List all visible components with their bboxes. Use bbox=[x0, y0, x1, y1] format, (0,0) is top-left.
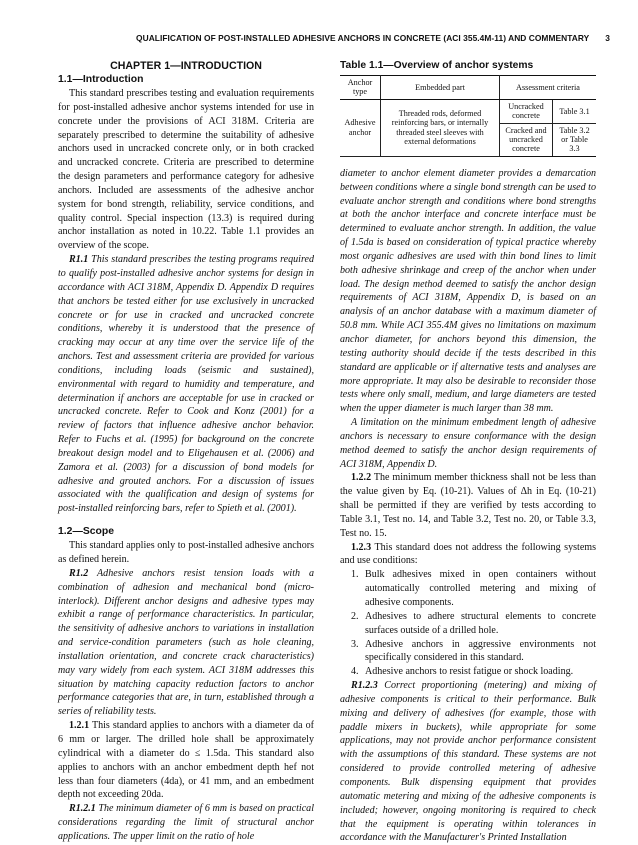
list-item bbox=[340, 568, 596, 610]
commentary-r1-2-text: Adhesive anchors resist tension loads with a combination of adhesion and mechanical bond (micro-interlock). Different anchor designs and adhesive types may exhibit a range of performance characteristics. In particular, the sensitivity of adhesive anchors to variations in installation and service-condition parameters (such as hole cleaning, installation orientation, and concrete crack characteristics) may vary widely from each system. ACI 318M addresses this situation by matching capacity reduction factors to anchor performance categories that are, in turn, established through a series of reliability tests. bbox=[58, 567, 314, 718]
table-cell-condition: Cracked and uncracked concrete bbox=[500, 123, 553, 156]
commentary-r1-2-3-text: Correct proportioning (metering) and mixing of adhesive components is critical to their performance. Bulk mixing and delivery of adhesives (for example, those with paddle mixers in buckets), while appropriate for some applications, may not provide anchor performance consistent with the assumptions of this standard. These systems are not considered to provide controlled metering of adhesive components. Bulk dispensing equipment that provides automatic metering and mixing of the adhesive components is included; however, ongoing monitoring is required to check that the equipment is operating within tolerances in accordance with the Manufacturer's Printed Installation bbox=[340, 680, 596, 844]
paragraph-1-2: This standard applies only to post-installed adhesive anchors as defined herein. bbox=[58, 540, 314, 565]
paragraph-1-2-3-label: 1.2.3 bbox=[351, 541, 372, 553]
paragraph-1-1: This standard prescribes testing and evaluation requirements for post-installed adhesive anchor systems intended for use in concrete under the provisions of ACI 318M. Criteria are separately prescribed to determine the suitability of adhesive anchors used in uncracked concrete only, or in both cracked and uncracked concrete. Criteria are prescribed to determine the design parameters and performance category for adhesive anchors. Included are assessments of the adhesive anchor system for bond strength, reliability, service conditions, and quality control. Special inspection (13.3) is required during anchor installation as noted in 10.22. Table 1.1 provides an overview of the scope. bbox=[58, 88, 314, 252]
commentary-r1-2-3 bbox=[340, 679, 596, 845]
exclusions-list bbox=[340, 568, 596, 679]
commentary-r1-2-1-label: R1.2.1 bbox=[69, 803, 96, 815]
list-item-text: Adhesive anchors to resist fatigue or shock loading. bbox=[365, 666, 574, 678]
commentary-continuation: diameter to anchor element diameter provides a demarcation between conditions where a single bond strength can be used to evaluate anchor strength and conditions where bond strengths at both the anchor interface and concrete interface must be determined to evaluate anchor strength. In addition, the value of 1.5da is based on consideration of typical practice whereby most organic adhesives are used with thin bond lines to limit both adhesive shrinkage and creep of the anchor when under load. The design method deemed to satisfy the anchor design requirements of ACI 318M, Appendix D, is based on an analysis of an anchor database with a maximum diameter of 50.8 mm. While ACI 355.4M gives no limitations on maximum anchor diameter, for anchors beyond this dimension, the testing authority should decide if the tests described in this standard are applicable or if alternative tests and analyses are more appropriate. It may also be desirable to reconsider those tests where only small, medium, and large diameters are tested when the upper diameter is much larger than 38 mm. bbox=[340, 167, 596, 415]
list-item-number: 2. bbox=[351, 610, 359, 622]
commentary-embedment-limit: A limitation on the minimum embedment length of adhesive anchors is necessary to ensure conformance with the design method deemed to satisfy the anchor design requirements of ACI 318M, Appendix D. bbox=[340, 417, 596, 470]
list-item bbox=[340, 610, 596, 638]
commentary-r1-2 bbox=[58, 567, 314, 719]
table-title: Table 1.1—Overview of anchor systems bbox=[340, 60, 534, 71]
paragraph-1-2-1-text: This standard applies to anchors with a diameter da of 6 mm or larger. The drilled hole shall be approximately cylindrical with a diameter do ≤ 1.5da. This standard also applies to anchors with an anchor embedment depth hef not less than four diameters (4da), or 41 mm, and an embedment depth not exceeding 20da. bbox=[58, 720, 314, 801]
section-heading-introduction: 1.1—Introduction bbox=[58, 74, 144, 85]
table-cell-anchor-type: Adhesive anchor bbox=[340, 99, 381, 156]
paragraph-1-2-2 bbox=[340, 471, 596, 540]
left-column bbox=[58, 58, 314, 844]
commentary-r1-2-1 bbox=[58, 802, 314, 844]
commentary-r1-1-label: R1.1 bbox=[69, 254, 89, 266]
commentary-r1-2-3-label: R1.2.3 bbox=[351, 680, 378, 692]
page-number: 3 bbox=[605, 33, 610, 43]
section-heading-scope: 1.2—Scope bbox=[58, 526, 115, 538]
commentary-r1-1-text: This standard prescribes the testing programs required to qualify post-installed adhesive anchor systems for design in accordance with ACI 318M, Appendix D. Appendix D requires that anchors be tested either for use exclusively in uncracked concrete or for use in cracked and uncracked concrete conditions, whereby it is understood that the presence of cracking may occur at any time over the service life of the anchors. Test and assessment criteria are provided for various conditions, including loads (seismic and sustained), environmental with regard to humidity and temperature, and determination if anchors are acceptable for use in cracked or uncracked concrete. Refer to Cook and Konz (2001) for a review of factors that influence adhesive anchor behavior. Refer to Fuchs et al. (1995) for background on the concrete breakout design model and to Eligehausen et al. (2006) and Zamora et al. (2003) for a discussion of bond models for adhesive and grouted anchors. For a discussion of issues associated with the qualification and design of systems for post-installed reinforcing bars, refer to Spieth et al. (2001). bbox=[58, 254, 314, 515]
running-head-title: QUALIFICATION OF POST-INSTALLED ADHESIVE ANCHORS IN CONCRETE (ACI 355.4M-11) AND COMMENTARY bbox=[136, 33, 590, 43]
list-item-text: Bulk adhesives mixed in open containers without automatically controlled metering and mixing of adhesive components. bbox=[365, 569, 596, 608]
table-cell-criteria: Table 3.1 bbox=[553, 99, 597, 123]
commentary-r1-2-1-text: The minimum diameter of 6 mm is based on practical considerations regarding the limit of structural anchor applications. The upper limit on the ratio of hole bbox=[58, 803, 314, 842]
paragraph-1-2-2-text: The minimum member thickness shall not be less than the value given by Eq. (10-21). Values of Δh in Eq. (10-21) shall be permitted if they are verified by tests according to Table 3.1, Test no. 14, and Table 3.2, Test no. 20, or Table 3.3, Test no. 15. bbox=[340, 472, 596, 539]
table-header-assessment-criteria: Assessment criteria bbox=[500, 76, 597, 100]
paragraph-1-2-3-text: This standard does not address the following systems and use conditions: bbox=[340, 541, 596, 567]
list-item bbox=[340, 638, 596, 666]
table-cell-criteria: Table 3.2 or Table 3.3 bbox=[553, 123, 597, 156]
list-item-text: Adhesive anchors in aggressive environments not specifically considered in this standard. bbox=[365, 638, 596, 664]
list-item-number: 3. bbox=[351, 638, 359, 650]
paragraph-1-2-1 bbox=[58, 719, 314, 802]
list-item-number: 1. bbox=[351, 569, 359, 581]
running-head bbox=[100, 33, 610, 43]
commentary-r1-2-label: R1.2 bbox=[69, 567, 89, 579]
table-cell-condition: Uncracked concrete bbox=[500, 99, 553, 123]
list-item bbox=[340, 665, 596, 679]
list-item-text: Adhesives to adhere structural elements to concrete surfaces outside of a drilled hole. bbox=[365, 610, 596, 636]
paragraph-1-2-2-label: 1.2.2 bbox=[351, 472, 372, 484]
chapter-title: CHAPTER 1—INTRODUCTION bbox=[110, 60, 262, 72]
table-row bbox=[340, 99, 596, 123]
table-header-embedded-part: Embedded part bbox=[381, 76, 500, 100]
table-header-anchor-type: Anchor type bbox=[340, 76, 381, 100]
paragraph-1-2-1-label: 1.2.1 bbox=[69, 720, 90, 732]
paragraph-1-2-3 bbox=[340, 541, 596, 569]
overview-table bbox=[340, 75, 596, 157]
list-item-number: 4. bbox=[351, 666, 359, 678]
right-column bbox=[340, 58, 596, 845]
table-cell-embedded-part: Threaded rods, deformed reinforcing bars, or internally threaded steel sleeves with external deformations bbox=[381, 99, 500, 156]
commentary-r1-1 bbox=[58, 253, 314, 516]
